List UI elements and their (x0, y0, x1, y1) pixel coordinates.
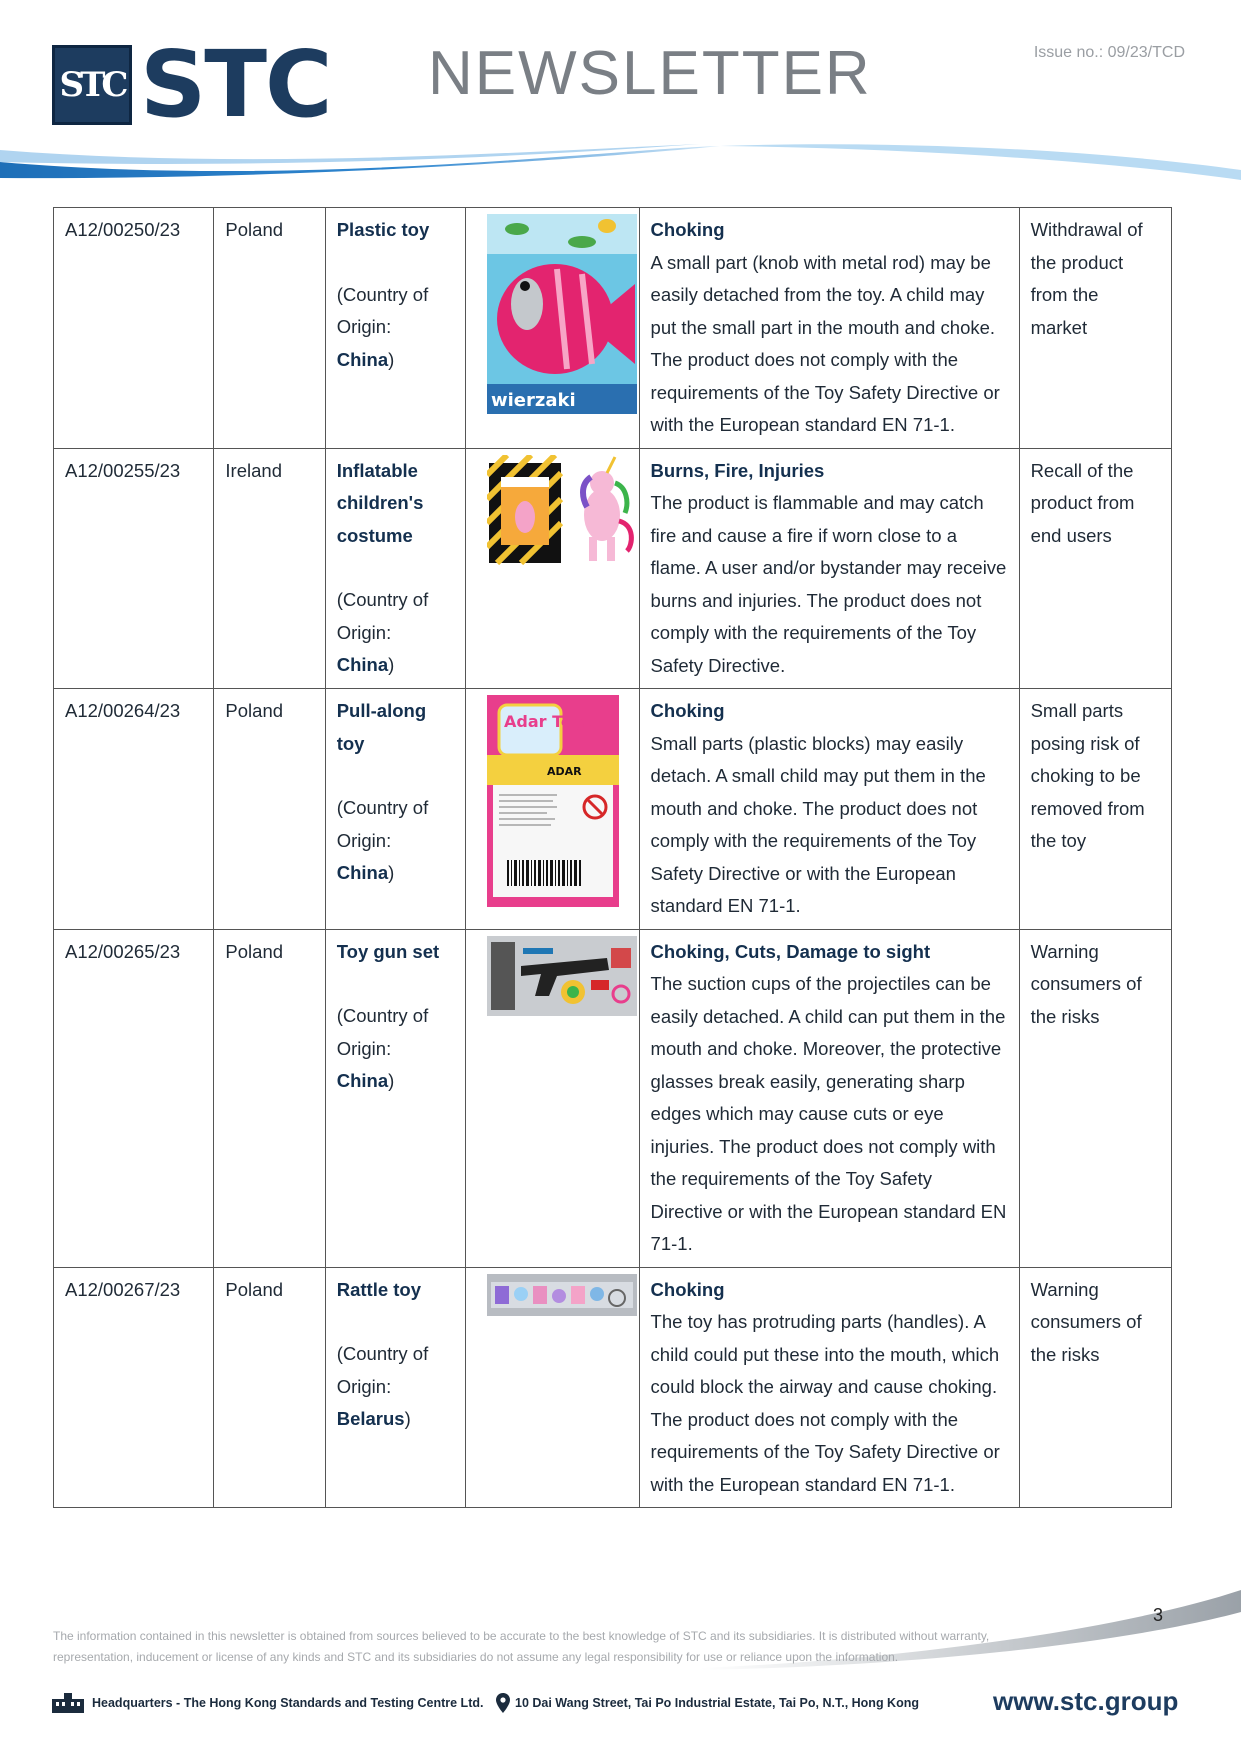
risk-title: Burns, Fire, Injuries (650, 459, 825, 481)
measures-taken: Small parts posing risk of choking to be removed from the toy (1019, 689, 1171, 930)
product-cell: Pull-along toy (Country of Origin: China) (325, 689, 465, 930)
risk-title: Choking (650, 1278, 725, 1300)
notification-id: A12/00265/23 (54, 929, 214, 1267)
risk-cell (639, 448, 1019, 689)
origin-label-2: Origin: (336, 316, 392, 337)
headquarters (50, 1693, 483, 1713)
product-name: Inflatable children's costume (336, 459, 424, 546)
product-name: Rattle toy (336, 1278, 422, 1300)
notifying-country: Poland (214, 208, 325, 449)
origin-country: China (336, 862, 389, 883)
origin-label: (Country of (336, 1005, 429, 1026)
product-image-toy-gun-set (487, 936, 637, 1016)
page-number: 3 (1153, 1605, 1164, 1625)
measures-taken: Warning consumers of the risks (1019, 929, 1171, 1267)
recall-table (53, 207, 1172, 1508)
stc-logo (52, 31, 331, 138)
product-image-cell (466, 448, 639, 689)
issue-number: Issue no.: 09/23/TCD (1033, 44, 1185, 61)
product-cell: Plastic toy (Country of Origin: China) (325, 208, 465, 449)
notification-id: A12/00255/23 (54, 448, 214, 689)
table-row (54, 929, 1172, 1267)
risk-description: The product is flammable and may catch fire and cause a fire if worn close to a flame. A user and/or bystander may receive burns and injuries. The product does not comply with the requirements of the Toy Safety Directive. (650, 492, 1007, 676)
notifying-country: Poland (214, 1267, 325, 1508)
product-image-pull-along-toy-package (487, 695, 619, 907)
location-pin-icon (496, 1693, 510, 1713)
origin-country: Belarus (336, 1408, 405, 1429)
measures-taken: Withdrawal of the product from the market (1019, 208, 1171, 449)
product-cell: Inflatable children's costume (Country of Origin: China) (325, 448, 465, 689)
origin-label-2: Origin: (336, 829, 392, 851)
origin-label-2: Origin: (336, 1375, 392, 1397)
risk-title: Choking (650, 219, 725, 240)
notifying-country: Ireland (214, 448, 325, 689)
product-image-unicorn-costume (487, 455, 637, 565)
product-name: Plastic toy (336, 219, 430, 240)
origin-country: China (336, 1070, 389, 1091)
product-image-plastic-fish-toy (487, 214, 637, 414)
measures-taken: Recall of the product from end users (1019, 448, 1171, 689)
stc-logo-mark: STC (52, 45, 132, 125)
origin-label: (Country of (336, 589, 429, 610)
product-image-rattle-toy (487, 1274, 637, 1316)
product-name: Pull-along toy (336, 700, 427, 754)
risk-description: The toy has protruding parts (handles). A child could put these into the mouth, which could block the airway and cause choking. The product does not comply with the requirements of the Toy Safety Directive or with the European standard EN 71-1. (650, 1311, 1000, 1495)
origin-label: (Country of (336, 1343, 429, 1364)
notification-id: A12/00250/23 (54, 208, 214, 449)
origin-label-2: Origin: (336, 621, 392, 643)
product-image-cell (466, 1267, 639, 1508)
risk-description: A small part (knob with metal rod) may be easily detached from the toy. A child may put the small part in the mouth and choke. The product does not comply with the requirements of the Toy Safety Directive or with the European standard EN 71-1. (650, 251, 1000, 435)
product-cell: Toy gun set (Country of Origin: China) (325, 929, 465, 1267)
address-text: 10 Dai Wang Street, Tai Po Industrial Estate, Tai Po, N.T., Hong Kong (515, 1696, 919, 1710)
risk-cell (639, 1267, 1019, 1508)
risk-description: Small parts (plastic blocks) may easily detach. A small child may put them in the mouth and choke. The product does not comply with the requirements of the Toy Safety Directive or with the European standard EN 71-1. (650, 732, 986, 916)
building-icon (50, 1693, 86, 1713)
notifying-country: Poland (214, 929, 325, 1267)
product-cell: Rattle toy (Country of Origin: Belarus) (325, 1267, 465, 1508)
header-swoosh (0, 140, 1241, 200)
risk-title: Choking (650, 700, 725, 721)
table-row (54, 448, 1172, 689)
risk-cell (639, 689, 1019, 930)
svg-text:wierzaki: wierzaki (491, 390, 576, 411)
table-row (54, 689, 1172, 930)
origin-country: China (336, 348, 389, 370)
notifying-country: Poland (214, 689, 325, 930)
measures-taken: Warning consumers of the risks (1019, 1267, 1171, 1508)
table-row (54, 1267, 1172, 1508)
headquarters-text: Headquarters - The Hong Kong Standards and Testing Centre Ltd. (92, 1696, 484, 1710)
newsletter-title: NEWSLETTER (428, 39, 872, 108)
risk-description: The suction cups of the projectiles can be easily detached. A child can put them in the mouth and choke. Moreover, the protective glasses break easily, generating sharp edges which may cause cuts or eye injuries. The product does not comply with the requirements of the Toy Safety Directive or with the European standard EN 71-1. (650, 973, 1007, 1254)
page-header (0, 0, 1241, 200)
notification-id: A12/00267/23 (54, 1267, 214, 1508)
stc-logo-text: STC (140, 31, 331, 138)
origin-label: (Country of (336, 283, 429, 305)
risk-cell (639, 208, 1019, 449)
table-row (54, 208, 1172, 449)
svg-text:ADAR: ADAR (547, 765, 582, 778)
origin-country: China (336, 654, 389, 675)
origin-label-2: Origin: (336, 1037, 392, 1059)
address (496, 1693, 919, 1713)
product-image-cell (466, 929, 639, 1267)
risk-cell (639, 929, 1019, 1267)
notification-id: A12/00264/23 (54, 689, 214, 930)
svg-text:Adar Toys: Adar Toys (504, 712, 592, 731)
risk-title: Choking, Cuts, Damage to sight (650, 940, 931, 962)
website-link[interactable]: www.stc.group (993, 1686, 1179, 1716)
origin-label: (Country of (336, 797, 429, 818)
product-name: Toy gun set (336, 940, 440, 962)
product-image-cell (466, 208, 639, 449)
product-image-cell (466, 689, 639, 930)
disclaimer: The information contained in this newsletter is obtained from sources believed to be accurate to the best knowledge of STC and its subsidiaries. It is distributed without warranty, representation, inducement or license of any kinds and STC and its subsidiaries do not assume any legal responsibility for use or reliance upon the information. (53, 1629, 990, 1664)
